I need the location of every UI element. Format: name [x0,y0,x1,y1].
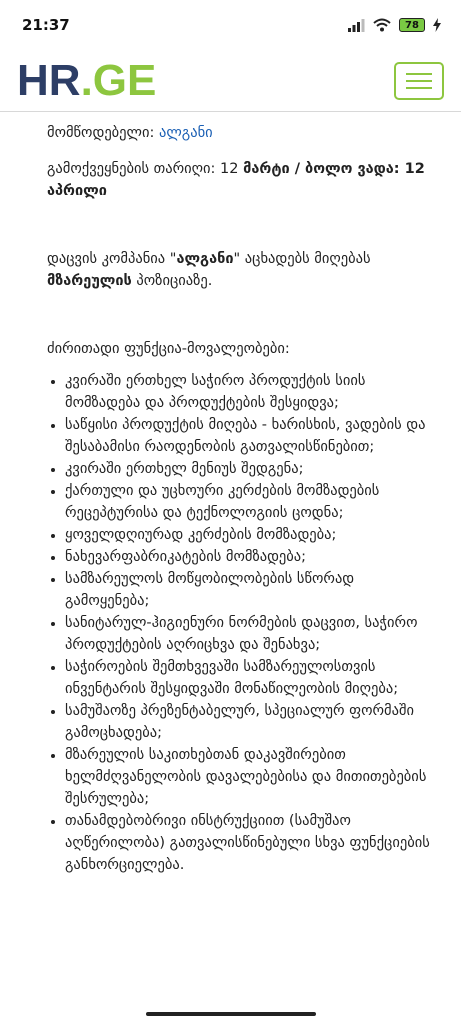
list-item: • სამზარეულოს მოწყობილობების სწორად გამოყენება; [65,568,439,612]
list-item: • ნახევარფაბრიკატების მომზადება; [65,546,439,568]
list-item: • საჭიროების შემთხვევაში სამზარეულოსთვის ინვენტარის შესყიდვაში მონაწილეობის მიღება; [65,656,439,700]
hamburger-menu-button[interactable] [394,62,444,100]
list-item: • სამუშაოზე პრეზენტაბელურ, სპეციალურ ფორმაში გამოცხადება; [65,700,439,744]
date-label: გამოქვეყნების თარიღი: 12 [47,161,244,177]
date-value: მარტი / ბოლო ვადა: 12 აპრილი [47,161,425,199]
intro-position: მზარეულის [47,273,132,289]
date-row [47,158,439,202]
intro-paragraph: დაცვის კომპანია "ალგანი" აცხადებს მიღებას მზარეულის პოზიციაზე. [47,251,371,289]
hr-ge-logo[interactable]: HR.GE [17,55,157,105]
battery-icon: 78 [399,18,425,32]
duties-heading: ძირითადი ფუნქცია-მოვალეობები: [47,341,290,357]
provider-label: მომწოდებელი: [47,125,159,141]
list-item: • საწყისი პროდუქტის მიღება - ხარისხის, ვადების და შესაბამისი რაოდენობის გათვალისწინებით; [65,414,439,458]
list-item: • სანიტარულ-ჰიგიენური ნორმების დაცვით, საჭირო პროდუქტების აღრიცხვა და შენახვა; [65,612,439,656]
status-time: 21:37 [22,16,70,34]
home-indicator[interactable] [146,1012,316,1016]
status-bar [0,0,461,50]
signal-icon [347,18,365,32]
charging-icon [433,18,441,32]
intro-company: ალგანი [176,251,234,267]
site-header [0,50,461,112]
status-icons [347,18,441,32]
provider-link[interactable]: ალგანი [158,125,213,141]
list-item: • თანამდებობრივი ინსტრუქციით (სამუშაო აღწერილობა) გათვალისწინებული სხვა ფუნქციების განხორციელება. [65,810,439,876]
list-item: • ყოველდღიურად კერძების მომზადება; [65,524,439,546]
list-item: • მზარეულის საკითხებთან დაკავშირებით ხელმძღვანელობის დავალებებისა და მითითებების შესრულება; [65,744,439,810]
duties-list [47,370,439,876]
provider-row [47,122,439,144]
list-item: • კვირაში ერთხელ საჭირო პროდუქტის სიის მომზადება და პროდუქტების შესყიდვა; [65,370,439,414]
job-content [0,112,461,876]
wifi-icon [373,18,391,32]
hamburger-icon [406,73,432,75]
list-item: • ქართული და უცხოური კერძების მომზადების რეცეპტურისა და ტექნოლოგიის ცოდნა; [65,480,439,524]
list-item: • კვირაში ერთხელ მენიუს შედგენა; [65,458,439,480]
